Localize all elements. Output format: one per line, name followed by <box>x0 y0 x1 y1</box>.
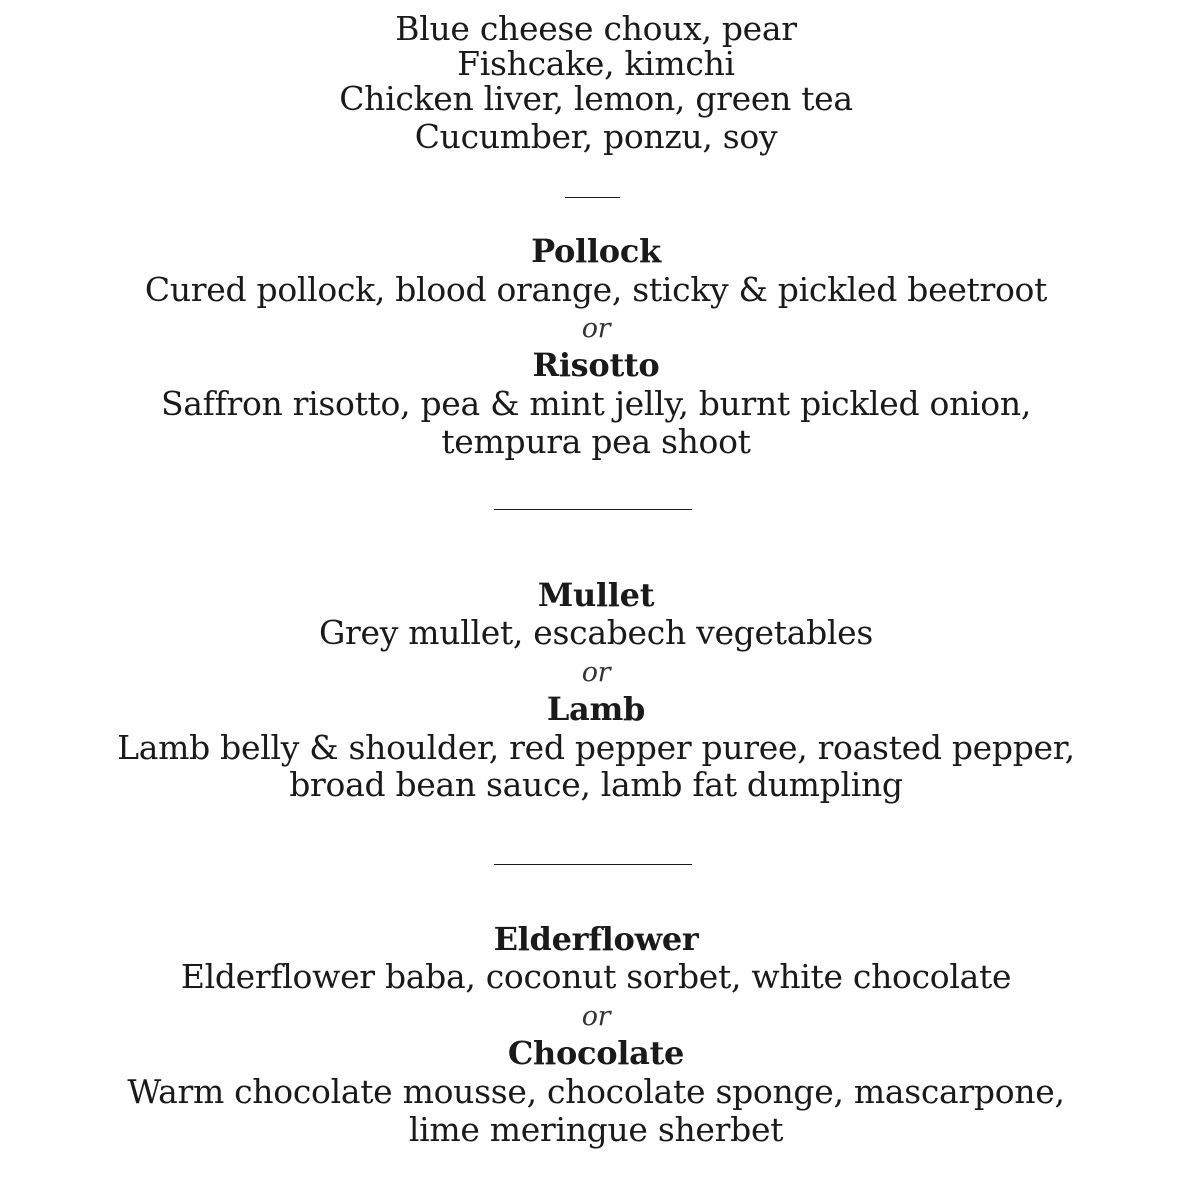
canape-item: Cucumber, ponzu, soy <box>414 117 778 156</box>
main-option-1-name: Mullet <box>537 576 655 614</box>
section-divider <box>494 864 692 865</box>
starter-option-1-description: Cured pollock, blood orange, sticky & pickled beetroot <box>144 270 1048 309</box>
starter-option-1-name: Pollock <box>531 232 661 270</box>
section-divider <box>565 197 620 198</box>
or-label: or <box>581 1001 611 1032</box>
starter-option-2-description: tempura pea shoot <box>441 422 751 461</box>
starter-option-2-description: Saffron risotto, pea & mint jelly, burnt pickled onion, <box>160 384 1032 423</box>
main-option-1-description: Grey mullet, escabech vegetables <box>318 613 874 652</box>
canape-item: Blue cheese choux, pear <box>395 9 797 48</box>
canape-item: Chicken liver, lemon, green tea <box>339 79 853 118</box>
main-option-2-name: Lamb <box>546 690 646 728</box>
section-divider <box>494 509 692 510</box>
canape-item: Fishcake, kimchi <box>457 44 735 83</box>
main-option-2-description: Lamb belly & shoulder, red pepper puree, roasted pepper, <box>117 728 1075 767</box>
dessert-option-1-name: Elderflower <box>493 920 699 958</box>
dessert-option-2-description: lime meringue sherbet <box>408 1110 784 1149</box>
or-label: or <box>581 313 611 344</box>
or-label: or <box>581 657 611 688</box>
dessert-option-2-name: Chocolate <box>507 1034 685 1072</box>
dessert-option-1-description: Elderflower baba, coconut sorbet, white chocolate <box>180 957 1012 996</box>
starter-option-2-name: Risotto <box>532 346 660 384</box>
dessert-option-2-description: Warm chocolate mousse, chocolate sponge, mascarpone, <box>127 1072 1065 1111</box>
main-option-2-description: broad bean sauce, lamb fat dumpling <box>289 765 903 804</box>
